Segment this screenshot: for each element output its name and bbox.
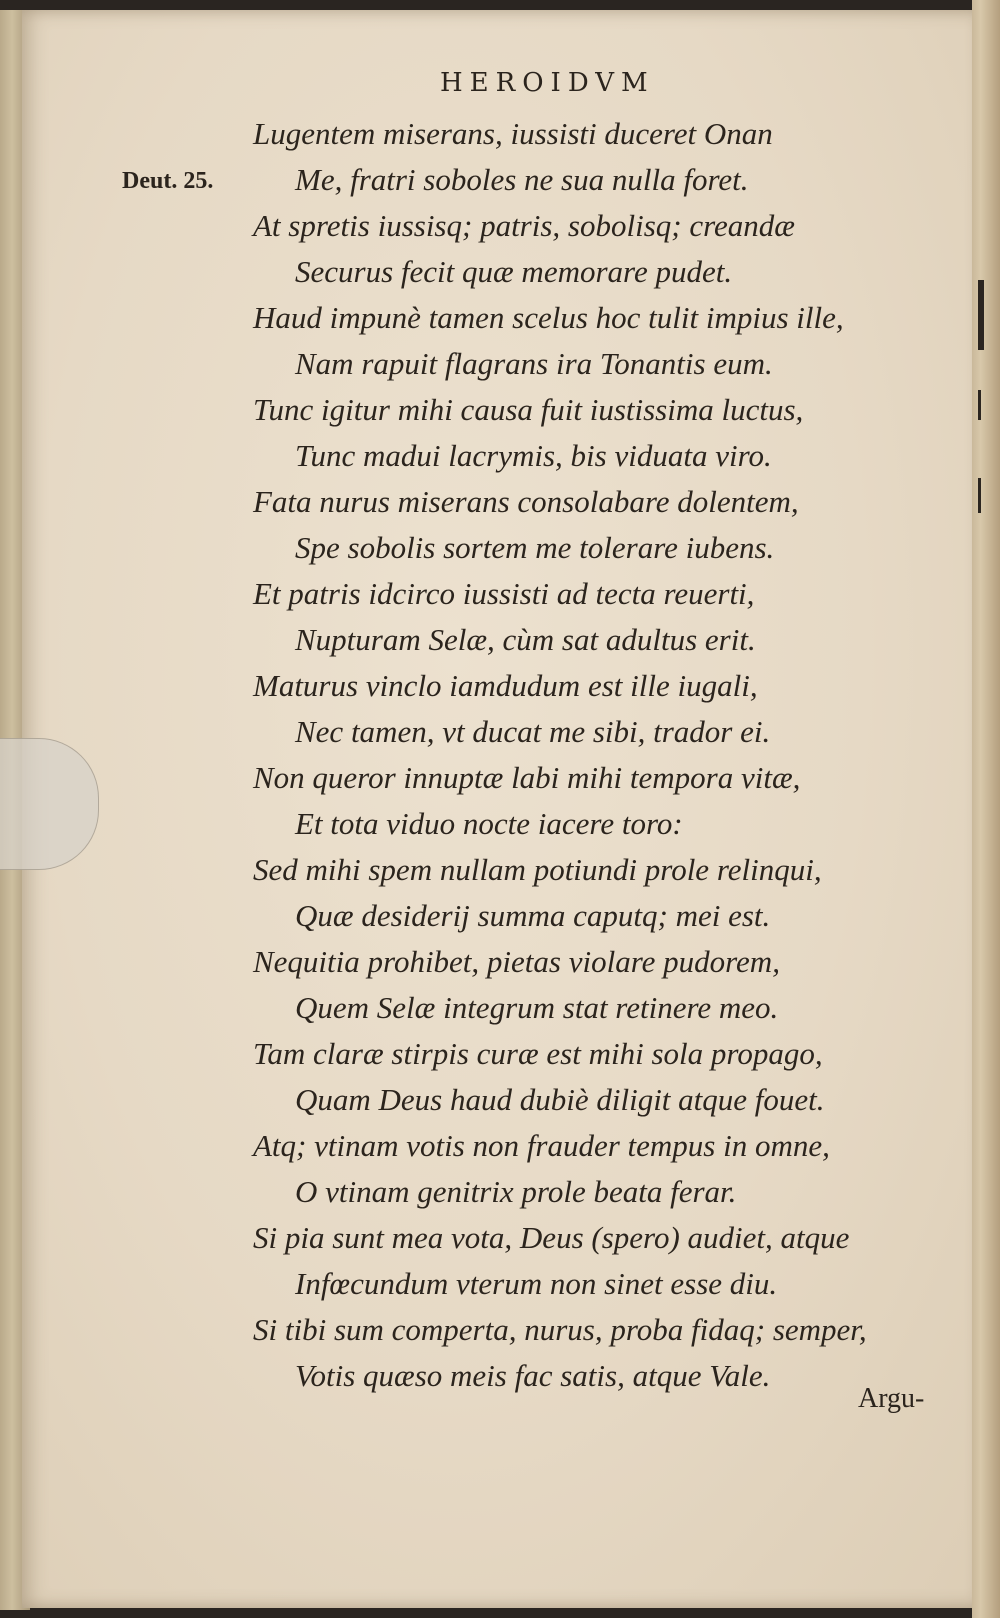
- verse-line: Et patris idcirco iussisti ad tecta reuerti,: [253, 576, 755, 611]
- verse-line: Tunc igitur mihi causa fuit iustissima luctus,: [253, 392, 804, 427]
- verse-line: Lugentem miserans, iussisti duceret Onan: [253, 116, 773, 151]
- verse-line: Non queror innuptæ labi mihi tempora vitæ,: [253, 760, 801, 795]
- verse-line: Et tota viduo nocte iacere toro:: [295, 806, 683, 841]
- verse-line: Sed mihi spem nullam potiundi prole relinqui,: [253, 852, 822, 887]
- verse-line: Infœcundum vterum non sinet esse diu.: [295, 1266, 778, 1301]
- verse-line: Me, fratri soboles ne sua nulla foret.: [295, 162, 749, 197]
- verse-line: Tam claræ stirpis curæ est mihi sola propago,: [253, 1036, 823, 1071]
- verse-line: Si pia sunt mea vota, Deus (spero) audiet, atque: [253, 1220, 850, 1255]
- verse-line: Atq; vtinam votis non frauder tempus in omne,: [253, 1128, 830, 1163]
- verse-line: Fata nurus miserans consolabare dolentem,: [253, 484, 799, 519]
- verse-line: Quæ desiderij summa caputq; mei est.: [295, 898, 771, 933]
- running-header: HEROIDVM: [440, 68, 655, 98]
- adjacent-page-edge: [972, 0, 1000, 1618]
- verse-line: Votis quæso meis fac satis, atque Vale.: [295, 1358, 771, 1393]
- adjacent-page-glyph: [978, 478, 981, 513]
- verse-line: Nupturam Selæ, cùm sat adultus erit.: [295, 622, 756, 657]
- verse-line: O vtinam genitrix prole beata ferar.: [295, 1174, 737, 1209]
- verse-line: Tunc madui lacrymis, bis viduata viro.: [295, 438, 772, 473]
- verse-line: Si tibi sum comperta, nurus, proba fidaq; semper,: [253, 1312, 867, 1347]
- verse-line: Nam rapuit flagrans ira Tonantis eum.: [295, 346, 773, 381]
- verse-line: Quam Deus haud dubiè diligit atque fouet.: [295, 1082, 825, 1117]
- adjacent-page-glyph: [978, 390, 981, 420]
- verse-line: Spe sobolis sortem me tolerare iubens.: [295, 530, 775, 565]
- verse-line: Nequitia prohibet, pietas violare pudorem,: [253, 944, 780, 979]
- verse-line: Haud impunè tamen scelus hoc tulit impius ille,: [253, 300, 844, 335]
- verse-line: At spretis iussisq; patris, sobolisq; creandæ: [253, 208, 795, 243]
- verse-line: Securus fecit quæ memorare pudet.: [295, 254, 733, 289]
- verse-line: Maturus vinclo iamdudum est ille iugali,: [253, 668, 758, 703]
- catchword: Argu-: [858, 1383, 925, 1414]
- verse-line: Quem Selæ integrum stat retinere meo.: [295, 990, 779, 1025]
- margin-note: Deut. 25.: [122, 168, 214, 194]
- verse-line: Nec tamen, vt ducat me sibi, trador ei.: [295, 714, 771, 749]
- adjacent-page-glyph: [978, 280, 984, 350]
